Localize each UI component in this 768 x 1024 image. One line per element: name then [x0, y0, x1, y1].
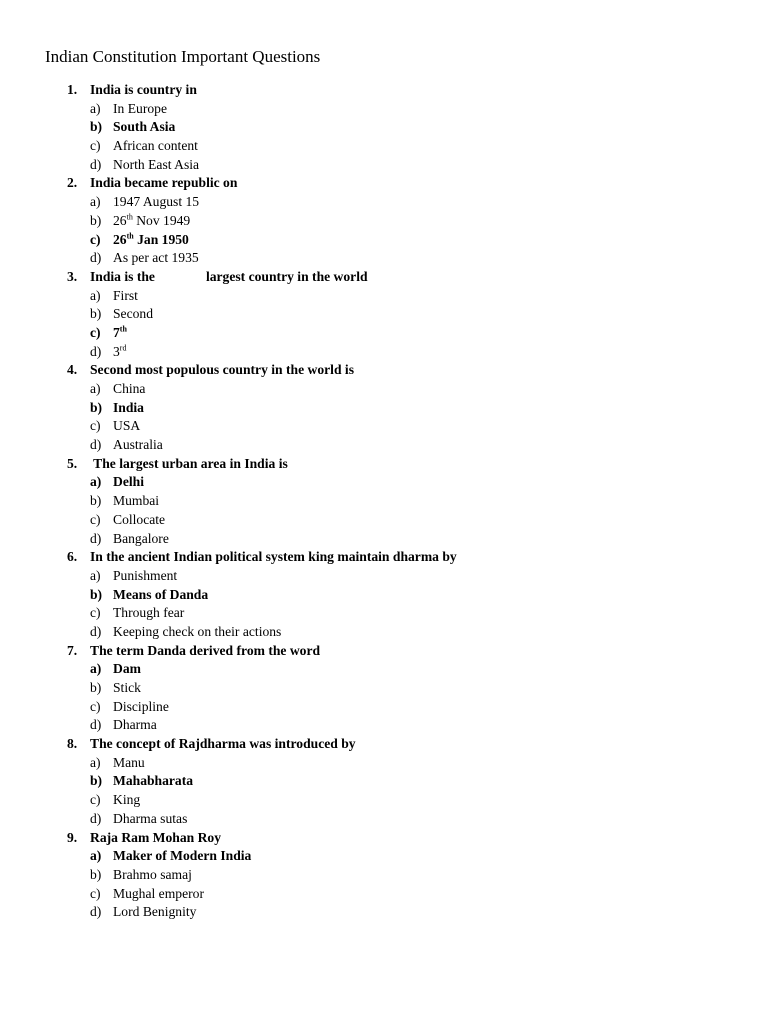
answer-option [0, 604, 768, 623]
answer-option [0, 436, 768, 455]
question-number: 8. [67, 736, 78, 752]
option-letter: a) [90, 567, 101, 583]
option-text-main: Maker of Modern India [113, 848, 252, 864]
option-text [113, 698, 169, 717]
question-text: India is country in [90, 82, 197, 97]
option-text-main: 1947 August 15 [113, 194, 200, 210]
option-text-suffix: Jan 1950 [133, 231, 189, 247]
option-letter: d) [90, 437, 102, 453]
option-letter: b) [90, 399, 103, 415]
option-text [113, 511, 165, 530]
answer-option [0, 380, 768, 399]
option-text [113, 903, 196, 922]
answer-option [0, 100, 768, 119]
option-text-main: Keeping check on their actions [113, 623, 282, 639]
question-5 [0, 455, 768, 474]
option-text [113, 679, 141, 698]
option-text [113, 436, 163, 455]
option-text-main: Delhi [113, 474, 144, 490]
question-9 [0, 829, 768, 848]
option-text-main: African content [113, 138, 198, 154]
option-letter: a) [90, 381, 101, 396]
option-letter: b) [90, 680, 102, 695]
option-text [113, 343, 126, 362]
option-letter: a) [90, 474, 102, 490]
answer-option [0, 193, 768, 212]
option-letter: b) [90, 493, 102, 509]
question-number: 4. [67, 362, 78, 378]
answer-option [0, 791, 768, 810]
option-letter: a) [90, 754, 101, 770]
option-text [113, 754, 145, 773]
ordinal-superscript: th [119, 324, 127, 334]
question-8 [0, 735, 768, 754]
question-number: 3. [67, 268, 78, 284]
question-number: 2. [67, 175, 78, 191]
option-text [113, 791, 140, 810]
option-letter: c) [90, 885, 101, 901]
option-letter: b) [90, 773, 103, 789]
option-text [113, 249, 199, 268]
option-text-main: Dam [113, 661, 141, 677]
option-letter: d) [90, 343, 102, 359]
answer-option [0, 156, 768, 175]
question-text: The largest urban area in India is [90, 455, 288, 471]
option-letter: b) [90, 306, 102, 322]
ordinal-superscript: th [126, 212, 133, 222]
question-text: In the ancient Indian political system king maintain dharma by [90, 549, 457, 565]
option-text-main: Bangalore [113, 530, 169, 546]
answer-option-correct [0, 118, 768, 137]
option-text [113, 137, 198, 156]
question-2 [0, 174, 768, 193]
answer-option-correct [0, 847, 768, 866]
question-number: 7. [67, 642, 78, 658]
option-text [113, 380, 145, 399]
option-text [113, 324, 127, 343]
question-number: 9. [67, 829, 78, 845]
ordinal-superscript: th [126, 230, 134, 240]
answer-option [0, 716, 768, 735]
option-letter: c) [90, 511, 101, 527]
option-text [113, 417, 140, 436]
option-text-main: China [113, 381, 146, 396]
question-3 [0, 268, 768, 287]
option-text [113, 623, 281, 642]
option-letter: a) [90, 194, 101, 210]
answer-option [0, 492, 768, 511]
answer-option [0, 287, 768, 306]
option-text [113, 866, 192, 885]
option-text-main: Means of Danda [113, 586, 209, 602]
answer-option-correct [0, 473, 768, 492]
option-text [113, 492, 159, 511]
option-text [113, 100, 167, 119]
option-letter: a) [90, 287, 101, 303]
answer-option [0, 417, 768, 436]
option-letter: b) [90, 586, 103, 602]
option-text [113, 193, 199, 212]
option-text [113, 660, 141, 679]
option-text [113, 847, 251, 866]
option-text-main: 26 [113, 212, 127, 228]
answer-option [0, 698, 768, 717]
option-text-main: As per act 1935 [113, 250, 199, 266]
question-text: Second most populous country in the world is [90, 362, 354, 378]
option-text-main: Manu [113, 754, 145, 770]
question-number: 5. [67, 455, 78, 471]
answer-option [0, 567, 768, 586]
option-text-main: South Asia [113, 119, 176, 135]
question-text: India is the largest country in the world [90, 268, 368, 284]
option-letter: d) [90, 904, 102, 920]
option-text-main: Dharma [113, 717, 157, 733]
answer-option [0, 212, 768, 231]
option-letter: c) [90, 605, 101, 621]
option-text [113, 716, 157, 735]
option-text-main: Collocate [113, 511, 166, 527]
option-text-main: Lord Benignity [113, 904, 197, 920]
option-text-main: Mumbai [113, 493, 160, 509]
option-letter: c) [90, 324, 101, 340]
answer-option [0, 137, 768, 156]
option-text [113, 567, 177, 586]
option-text-main: Mughal emperor [113, 885, 204, 901]
answer-option-correct [0, 660, 768, 679]
answer-option-correct [0, 586, 768, 605]
answer-option-correct [0, 772, 768, 791]
answer-option [0, 903, 768, 922]
option-text-main: Mahabharata [113, 773, 194, 789]
question-4 [0, 361, 768, 380]
option-letter: b) [90, 866, 102, 882]
option-letter: c) [90, 231, 101, 247]
option-text-main: Second [113, 306, 154, 322]
option-text-main: Australia [113, 437, 163, 453]
option-text-main: 3 [113, 343, 120, 359]
option-letter: d) [90, 530, 102, 546]
answer-option [0, 885, 768, 904]
answer-option [0, 679, 768, 698]
option-text-main: 26 [113, 231, 127, 247]
answer-option [0, 305, 768, 324]
answer-option [0, 810, 768, 829]
option-letter: d) [90, 623, 102, 639]
option-letter: a) [90, 100, 101, 116]
answer-option [0, 511, 768, 530]
answer-option [0, 623, 768, 642]
option-text-main: Dharma sutas [113, 810, 188, 826]
answer-option [0, 866, 768, 885]
option-text [113, 118, 175, 137]
option-text [113, 473, 144, 492]
option-letter: c) [90, 698, 101, 714]
question-number: 1. [67, 82, 78, 97]
option-letter: c) [90, 418, 101, 434]
option-text [113, 885, 204, 904]
option-letter: b) [90, 119, 103, 135]
option-text [113, 231, 189, 250]
option-text [113, 287, 138, 306]
option-text-main: In Europe [113, 100, 167, 116]
option-letter: d) [90, 250, 102, 266]
option-text-main: North East Asia [113, 156, 200, 172]
question-1 [0, 81, 768, 100]
answer-option [0, 249, 768, 268]
option-letter: b) [90, 212, 102, 228]
option-text [113, 586, 208, 605]
option-letter: c) [90, 792, 101, 808]
option-text-main: Discipline [113, 698, 169, 714]
question-number: 6. [67, 549, 78, 565]
option-text-main: India [113, 399, 144, 415]
option-text [113, 772, 193, 791]
question-text: The concept of Rajdharma was introduced by [90, 736, 356, 752]
option-letter: a) [90, 661, 102, 677]
option-text-main: USA [113, 418, 141, 434]
answer-option [0, 754, 768, 773]
question-6 [0, 548, 768, 567]
option-text-main: Stick [113, 680, 141, 695]
answer-option-correct [0, 324, 768, 343]
option-text [113, 530, 169, 549]
answer-option [0, 530, 768, 549]
question-text: India became republic on [90, 175, 238, 191]
option-letter: d) [90, 717, 102, 733]
option-text [113, 212, 190, 231]
option-letter: c) [90, 138, 101, 154]
ordinal-superscript: rd [119, 343, 127, 353]
question-text: The term Danda derived from the word [90, 642, 321, 658]
option-text-suffix: Nov 1949 [132, 212, 191, 228]
option-text-main: First [113, 287, 138, 303]
question-7 [0, 642, 768, 661]
answer-option-correct [0, 231, 768, 250]
option-text-main: Punishment [113, 567, 178, 583]
option-text [113, 604, 184, 623]
option-text-main: King [113, 792, 141, 808]
question-text: Raja Ram Mohan Roy [90, 829, 222, 845]
answer-option [0, 343, 768, 362]
page-title: Indian Constitution Important Questions [45, 47, 321, 66]
option-text-main: Brahmo samaj [113, 866, 192, 882]
question-list [0, 81, 768, 922]
option-letter: a) [90, 848, 102, 864]
option-letter: d) [90, 156, 102, 172]
option-text-main: 7 [113, 324, 120, 340]
answer-option-correct [0, 399, 768, 418]
option-text [113, 810, 187, 829]
option-text [113, 305, 153, 324]
option-text [113, 399, 144, 418]
option-letter: d) [90, 810, 102, 826]
option-text [113, 156, 199, 175]
option-text-main: Through fear [113, 605, 185, 621]
